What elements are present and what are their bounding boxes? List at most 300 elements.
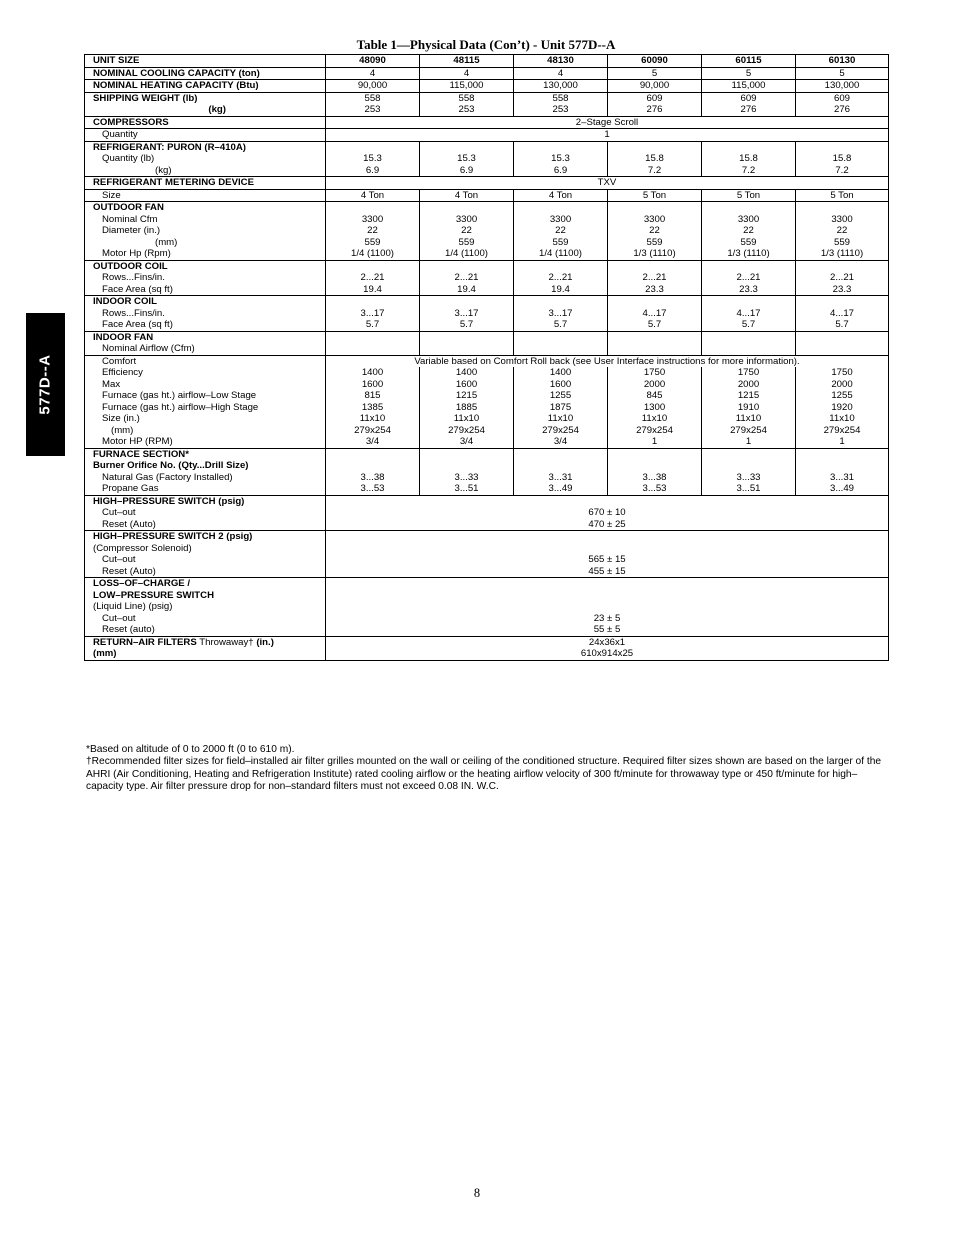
row-label-text: REFRIGERANT: PURON (R–410A) (93, 141, 246, 153)
unit-header-cell (608, 55, 702, 68)
row-label-cell (85, 379, 326, 391)
value-cell (514, 390, 608, 402)
cell-value: 11x10 (735, 413, 762, 424)
value-cell (796, 67, 889, 80)
table-row (85, 116, 889, 129)
value-cell (796, 436, 889, 448)
span-value-cell (326, 129, 889, 142)
row-label (93, 613, 323, 625)
value-cell (420, 92, 514, 116)
row-label-text: (kg) (155, 164, 172, 176)
cell-value: 5 (745, 67, 752, 79)
value-cell (702, 436, 796, 448)
cell-value: 23.3 (739, 283, 758, 295)
cell-value: 3...49 (829, 483, 854, 494)
cell-value: 3300 (455, 213, 478, 225)
span-value-cell (326, 495, 889, 531)
row-label-cell (85, 80, 326, 93)
cell-value: 279x254 (823, 424, 861, 436)
row-label (93, 296, 323, 308)
value-cell (608, 67, 702, 80)
cell-value: 559 (833, 236, 850, 248)
cell-value (702, 449, 795, 461)
cell-value: 1255 (831, 390, 853, 401)
cell-value: 3/4 (365, 436, 380, 447)
row-label (93, 590, 323, 602)
cell-value (796, 202, 888, 214)
row-label-text: Efficiency (102, 367, 143, 378)
row-label (93, 129, 323, 141)
cell-value: 22 (743, 225, 754, 236)
row-label (93, 624, 323, 636)
cell-value (326, 496, 888, 508)
value-cell (420, 331, 514, 355)
row-label (93, 483, 323, 495)
unit-header: 48130 (547, 55, 574, 66)
cell-value: 4...17 (829, 307, 854, 319)
value-cell (420, 379, 514, 391)
cell-value: 2...21 (736, 272, 761, 283)
row-label (93, 413, 323, 425)
row-label (93, 496, 323, 508)
row-label-text: (Compressor Solenoid) (93, 542, 192, 554)
row-label-text: OUTDOOR COIL (93, 260, 168, 272)
row-label-text: LOSS–OF–CHARGE / (93, 578, 191, 589)
value-cell (420, 436, 514, 448)
row-label (93, 104, 323, 116)
cell-value: 1 (745, 436, 752, 447)
cell-value: 279x254 (730, 424, 767, 436)
cell-value: 559 (552, 236, 569, 248)
row-label (93, 578, 323, 590)
value-cell (326, 202, 420, 261)
cell-value (514, 142, 607, 154)
cell-value: 115,000 (449, 80, 484, 91)
cell-value: 1750 (737, 367, 760, 378)
value-cell (326, 141, 420, 177)
row-label-cell (85, 448, 326, 495)
cell-value: 1600 (455, 378, 478, 390)
table-row (85, 177, 889, 190)
value-cell (514, 436, 608, 448)
value-cell (326, 331, 420, 355)
value-cell (702, 390, 796, 402)
cell-value: 3...53 (642, 483, 667, 494)
cell-value (420, 296, 513, 308)
section-tab-label: 577D--A (37, 354, 54, 415)
cell-value (420, 460, 513, 472)
table-row (85, 331, 889, 355)
cell-value: 4 Ton (548, 189, 573, 201)
cell-value: 1875 (549, 401, 572, 413)
row-label (93, 436, 323, 448)
cell-value (608, 142, 701, 154)
span-value-cell (326, 116, 889, 129)
cell-value (326, 202, 419, 214)
spacer (420, 332, 513, 344)
cell-value: 670 ± 10 (588, 507, 626, 518)
unit-header-cell (326, 55, 420, 68)
row-label-text: Rows...Fins/in. (102, 272, 165, 283)
cell-value: 1600 (549, 378, 572, 390)
row-label-cell (85, 116, 326, 129)
value-cell (796, 80, 889, 93)
cell-value: 253 (552, 104, 569, 115)
cell-value: 55 ± 5 (593, 624, 621, 635)
cell-value: 559 (458, 236, 475, 248)
value-cell (420, 367, 514, 379)
value-cell (420, 413, 514, 436)
row-label-text: Natural Gas (Factory Installed) (102, 471, 233, 483)
value-cell (326, 80, 420, 93)
cell-value: 455 ± 15 (588, 565, 626, 577)
footnote-filters: †Recommended filter sizes for field–installed air filter grilles mounted on the wall or ceiling of the conditioned structure. Required filter sizes shown are based on the larger of the AHRI (Air Conditioning, Heating and Refrigeration Institute) rated cooling airflow or the heating airflow velocity of 300 ft/minute for throwaway type or 450 ft/minute for high–capacity type. Air filter pressure drop for non–standard filters must not exceed 0.08 IN. W.C. (86, 756, 882, 793)
row-label (93, 543, 323, 555)
value-cell (326, 92, 420, 116)
row-label-text: (mm) (155, 236, 178, 248)
value-cell (514, 296, 608, 332)
row-label (93, 214, 323, 226)
cell-value: 2...21 (360, 272, 385, 283)
row-label (93, 202, 323, 214)
cell-value (702, 261, 795, 273)
row-label-suffix: Throwaway† (196, 636, 257, 648)
row-label-text: Max (102, 378, 121, 390)
value-cell (796, 141, 889, 177)
cell-value: 4 Ton (454, 189, 479, 201)
cell-value: 276 (833, 104, 850, 115)
table-header-row (85, 55, 889, 68)
row-label (93, 332, 323, 344)
value-cell (608, 390, 702, 402)
row-label-text: Furnace (gas ht.) airflow–High Stage (102, 401, 259, 413)
cell-value (420, 202, 513, 214)
cell-value: 2...21 (548, 272, 573, 283)
span-value-cell (326, 531, 889, 578)
value-cell (514, 189, 608, 202)
cell-value (420, 142, 513, 154)
span-value-cell (326, 578, 889, 637)
cell-value: 3...31 (548, 471, 573, 483)
value-cell (796, 413, 889, 436)
row-label (93, 284, 323, 296)
table-row (85, 141, 889, 177)
row-label-text: (kg) (208, 104, 226, 115)
row-label-text: Size (in.) (102, 413, 140, 424)
value-cell (608, 436, 702, 448)
cell-value: 3/4 (553, 436, 568, 447)
value-cell (796, 390, 889, 402)
cell-value: 5.7 (459, 319, 474, 330)
row-label (93, 507, 323, 519)
value-cell (514, 402, 608, 414)
cell-value: 2000 (643, 378, 666, 390)
cell-value: 276 (646, 104, 663, 115)
unit-header: 48090 (359, 55, 386, 66)
value-cell (326, 379, 420, 391)
value-cell (326, 436, 420, 448)
row-label (93, 319, 323, 331)
value-cell (702, 402, 796, 414)
row-label-cell (85, 92, 326, 116)
cell-value: 5 Ton (642, 189, 667, 201)
row-label (93, 460, 323, 472)
unit-header: 60115 (735, 55, 762, 66)
cell-value: 1/4 (1100) (444, 248, 489, 259)
cell-value: 3300 (361, 213, 384, 225)
row-label (93, 117, 323, 129)
cell-value: 609 (740, 92, 757, 104)
cell-value (608, 202, 701, 214)
row-label-text: Propane Gas (102, 483, 159, 494)
cell-value: 2...21 (642, 272, 667, 283)
table-row (85, 67, 889, 80)
row-label-text: FURNACE SECTION* (93, 448, 189, 460)
value-cell (702, 296, 796, 332)
value-cell (420, 141, 514, 177)
cell-value: 609 (833, 92, 850, 104)
cell-value: 1 (604, 129, 610, 140)
cell-value: 3...17 (360, 307, 385, 319)
row-label-text: (mm) (93, 648, 117, 659)
cell-value: 11x10 (547, 413, 574, 424)
cell-value: 6.9 (553, 164, 568, 176)
row-label (93, 190, 323, 202)
unit-header-cell (702, 55, 796, 68)
row-label (93, 68, 323, 80)
row-label-cell (85, 578, 326, 637)
row-label (93, 343, 323, 355)
cell-value: 22 (555, 225, 566, 236)
row-label-text: Reset (auto) (102, 624, 155, 635)
cell-value: 279x254 (448, 424, 485, 436)
cell-value (608, 449, 701, 461)
cell-value: 7.2 (741, 164, 756, 176)
table-row (85, 390, 889, 402)
value-cell (796, 189, 889, 202)
unit-header-cell (420, 55, 514, 68)
value-cell (796, 260, 889, 296)
row-label-text: HIGH–PRESSURE SWITCH (psig) (93, 495, 245, 507)
cell-value: 19.4 (457, 283, 476, 295)
row-label-text: RETURN–AIR FILTERS (93, 636, 197, 648)
row-label-cell (85, 413, 326, 436)
row-label (93, 153, 323, 165)
cell-value (326, 296, 419, 308)
cell-value: 3...33 (736, 471, 761, 483)
cell-value: 559 (740, 236, 757, 248)
cell-value: 90,000 (357, 80, 388, 91)
row-label (93, 519, 323, 531)
cell-value: 3/4 (459, 436, 474, 447)
cell-value: 1400 (549, 367, 572, 378)
cell-value: 2000 (831, 378, 853, 390)
cell-value: 11x10 (453, 413, 480, 424)
unit-header-cell (514, 55, 608, 68)
value-cell (326, 260, 420, 296)
row-label-text: SHIPPING WEIGHT (lb) (93, 92, 198, 104)
row-label (93, 472, 323, 484)
table-row (85, 531, 889, 578)
cell-value: 253 (364, 104, 381, 115)
row-label-cell (85, 531, 326, 578)
row-label (93, 237, 323, 249)
row-label-text: Reset (Auto) (102, 565, 156, 577)
spacer (514, 332, 607, 344)
cell-value (796, 460, 888, 472)
value-cell (514, 92, 608, 116)
row-label (93, 80, 323, 92)
cell-value (326, 590, 888, 602)
cell-value: 279x254 (354, 424, 391, 436)
cell-value: 22 (367, 225, 378, 236)
value-cell (326, 367, 420, 379)
table-row (85, 296, 889, 332)
row-label-text: LOW–PRESSURE SWITCH (93, 589, 214, 601)
row-label-text: Face Area (sq ft) (102, 283, 173, 295)
cell-value: 610x914x25 (580, 648, 634, 659)
cell-value (420, 343, 513, 355)
cell-value: 1/4 (1100) (538, 248, 583, 259)
table-row (85, 355, 889, 367)
value-cell (796, 367, 889, 379)
row-label-text: Cut–out (102, 612, 136, 624)
row-label-text: Burner Orifice No. (Qty...Drill Size) (93, 460, 249, 471)
spacer (608, 332, 701, 344)
value-cell (702, 141, 796, 177)
table-row (85, 260, 889, 296)
cell-value (514, 343, 607, 355)
value-cell (702, 92, 796, 116)
value-cell (608, 448, 702, 495)
value-cell (702, 367, 796, 379)
cell-value: 3300 (643, 213, 666, 225)
value-cell (326, 413, 420, 436)
cell-value (796, 261, 888, 273)
page-number: 8 (473, 1186, 481, 1200)
cell-value: 3...53 (360, 483, 385, 494)
cell-value: 1385 (361, 401, 384, 413)
row-label-cell (85, 402, 326, 414)
spacer (796, 332, 888, 344)
table-body (85, 67, 889, 660)
row-label (93, 637, 323, 649)
cell-value: 1750 (643, 367, 666, 378)
cell-value: 3...51 (736, 483, 761, 494)
table-row (85, 189, 889, 202)
row-label-cell (85, 141, 326, 177)
row-label-cell (85, 495, 326, 531)
cell-value: 3...17 (454, 307, 479, 319)
cell-value: 2...21 (829, 272, 854, 283)
value-cell (514, 367, 608, 379)
value-cell (608, 189, 702, 202)
row-label-cell (85, 189, 326, 202)
cell-value: 1300 (643, 401, 666, 413)
value-cell (702, 413, 796, 436)
cell-value: 5 Ton (736, 189, 761, 201)
row-label-text: Reset (Auto) (102, 518, 156, 530)
cell-value (420, 449, 513, 461)
cell-value: 1/3 (1110) (633, 248, 676, 259)
cell-value (608, 261, 701, 273)
row-label-unit: (in.) (256, 636, 274, 648)
value-cell (702, 379, 796, 391)
row-label (93, 367, 323, 379)
cell-value: 3300 (831, 213, 853, 225)
table-row (85, 578, 889, 637)
cell-value (608, 343, 701, 355)
cell-value: 558 (458, 92, 475, 104)
row-label (93, 308, 323, 320)
cell-value (702, 343, 795, 355)
cell-value: 1/3 (1110) (727, 248, 770, 259)
cell-value (326, 601, 888, 613)
value-cell (420, 202, 514, 261)
cell-value: Variable based on Comfort Roll back (see User Interface instructions for more information). (414, 355, 800, 367)
row-label (93, 601, 323, 613)
row-label (93, 248, 323, 260)
row-label (93, 272, 323, 284)
row-label-cell (85, 260, 326, 296)
row-label-text: HIGH–PRESSURE SWITCH 2 (psig) (93, 531, 253, 542)
cell-value (514, 296, 607, 308)
cell-value: 3300 (549, 213, 572, 225)
row-label-cell (85, 296, 326, 332)
row-label (93, 142, 323, 154)
cell-value: 3...38 (642, 471, 667, 483)
value-cell (608, 92, 702, 116)
span-value-cell (326, 636, 889, 660)
cell-value: 5 Ton (830, 189, 854, 201)
span-value-cell (326, 177, 889, 190)
cell-value: 470 ± 25 (588, 518, 626, 530)
cell-value: 3...33 (454, 471, 479, 483)
row-label-text: (Liquid Line) (psig) (93, 601, 173, 612)
row-label (93, 165, 323, 177)
cell-value (796, 449, 888, 461)
cell-value (608, 460, 701, 472)
table-row (85, 367, 889, 379)
cell-value (326, 449, 419, 461)
row-label (93, 261, 323, 273)
value-cell (514, 413, 608, 436)
cell-value (326, 343, 419, 355)
cell-value: 11x10 (829, 413, 855, 424)
row-label (93, 425, 323, 437)
cell-value: 558 (552, 92, 569, 104)
footnote-altitude: *Based on altitude of 0 to 2000 ft (0 to 610 m). (86, 744, 295, 755)
cell-value: 4 (463, 67, 470, 79)
row-label (93, 449, 323, 461)
row-label-cell (85, 67, 326, 80)
table-row (85, 402, 889, 414)
value-cell (420, 189, 514, 202)
unit-header: 60130 (828, 55, 856, 66)
footnotes (86, 744, 886, 794)
row-label-text: REFRIGERANT METERING DEVICE (93, 177, 254, 188)
table-row (85, 202, 889, 261)
value-cell (796, 379, 889, 391)
cell-value: 5.7 (553, 319, 568, 330)
row-label-text: Motor Hp (Rpm) (102, 248, 171, 259)
value-cell (702, 189, 796, 202)
cell-value: 15.8 (832, 153, 852, 164)
value-cell (608, 402, 702, 414)
row-label-text: Cut–out (102, 554, 136, 565)
cell-value: 1600 (361, 378, 384, 390)
cell-value: 15.3 (457, 153, 476, 164)
